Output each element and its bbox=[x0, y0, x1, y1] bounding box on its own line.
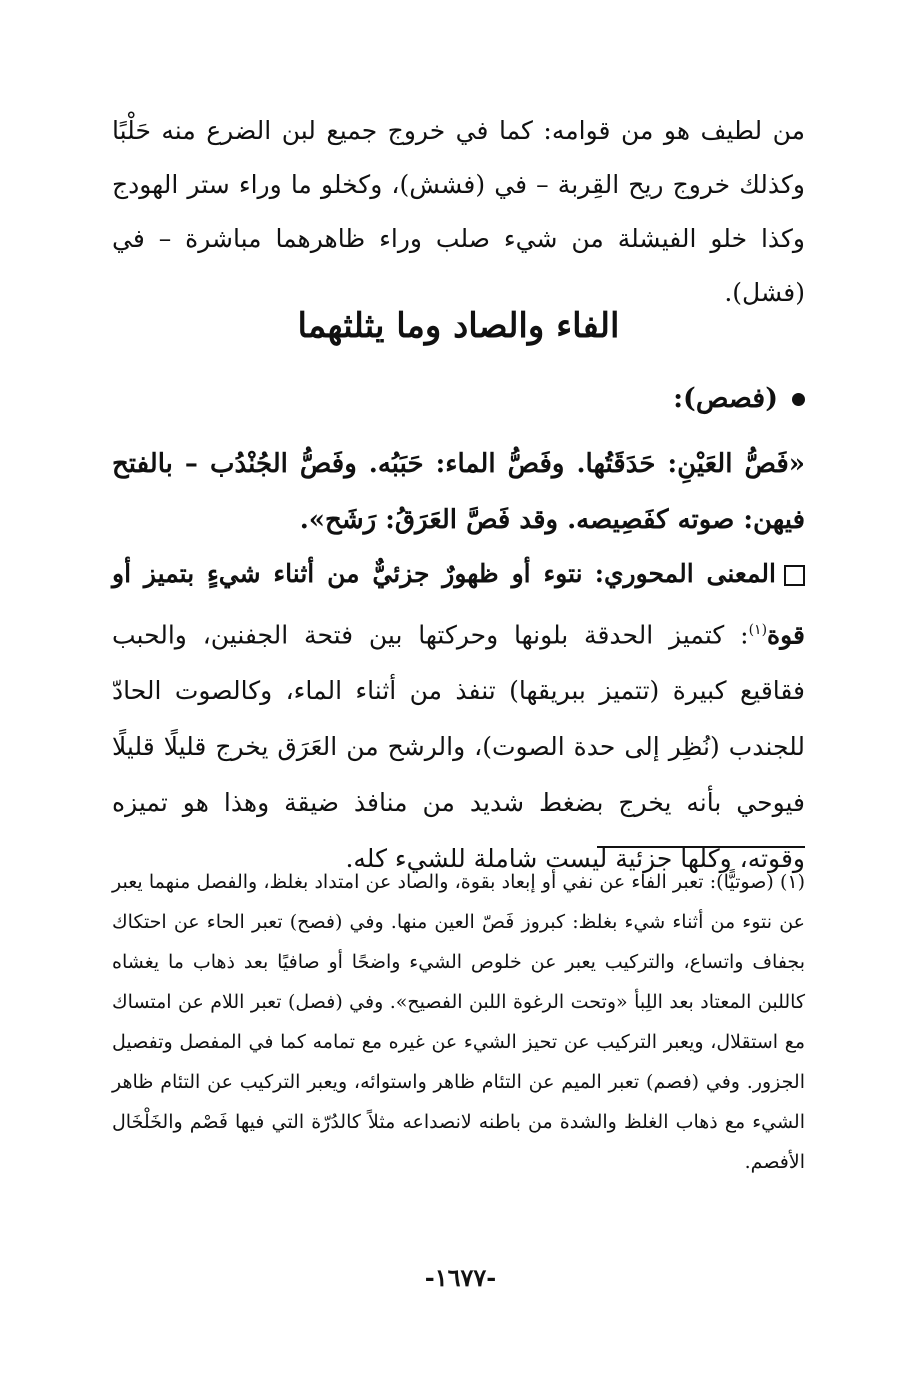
footnote-divider bbox=[597, 846, 805, 848]
intro-paragraph: من لطيف هو من قوامه: كما في خروج جميع لبن الضرع منه حَلْبًا وكذلك خروج ريح القِربة – في (فشش)، وكخلو ما وراء ستر الهودج وكذا خلو الفيشلة من شيء صلب وراء ظاهرهما مباشرة – في (فشل). bbox=[112, 116, 805, 307]
meaning-body: كتميز الحدقة بلونها وحركتها بين فتحة الجفنين، والحبب فقاقيع كبيرة (تتميز ببريقها) تنفذ من أثناء الماء، وكالصوت الحادّ للجندب (نُظِر إلى حدة الصوت)، والرشح من العَرَق يخرج قليلًا قليلًا فيوحي بأنه يخرج بضغط شديد من منافذ ضيقة وهذا هو تميزه وقوته، وكلها جزئية ليست شاملة للشيء كله. bbox=[112, 620, 805, 874]
dictionary-quote: «فَصُّ العَيْنِ: حَدَقَتُها. وفَصُّ الماء: حَبَبُه. وفَصُّ الجُنْدُب – بالفتح فيهن: صوته كفَصِيصه. وقد فَصَّ العَرَقُ: رَشَح». bbox=[112, 449, 805, 535]
core-meaning-paragraph bbox=[112, 546, 805, 887]
bullet-icon bbox=[792, 393, 805, 406]
footnote bbox=[112, 862, 805, 1182]
section-heading: الفاء والصاد وما يثلثهما bbox=[297, 306, 620, 346]
root-label-text: (فصص): bbox=[673, 383, 778, 414]
footnote-reference: (١) bbox=[748, 622, 768, 638]
page-number: -١٦٧٧- bbox=[424, 1263, 497, 1292]
footnote-text: (صوتيًّا): تعبر الفاء عن نفي أو إبعاد بقوة، والصاد عن امتداد بغلظ، والفصل منهما يعبر عن نتوء من أثناء شيء بغلظ: كبروز فَصّ العين منها. وفي (فصح) تعبر الحاء عن احتكاك بجفاف واتساع، والتركيب يعبر عن خلوص الشيء واضحًا أو صافيًا بعد ذهاب ما يغشاه كاللبن المعتاد بعد اللِبأ «وتحت الرغوة اللبن الفصيح». وفي (فصل) تعبر اللام عن امتساك مع استقلال، ويعبر التركيب عن تحيز الشيء عن غيره مع تمامه كما في المفصل وتفصيل الجزور. وفي (فصم) تعبر الميم عن التئام ظاهر واستوائه، ويعبر التركيب عن التئام ظاهر الشيء مع ذهاب الغلظ والشدة من باطنه لانصداعه مثلاً كالدُرّة التي فيها فَصْم والخَلْخَال الأفصم. bbox=[112, 871, 805, 1173]
meaning-text: نتوء أو ظهورٌ جزئيٌّ من أثناء شيءٍ بتميز أو قوة bbox=[112, 559, 805, 650]
entry-root-label bbox=[673, 374, 805, 424]
meaning-label: المعنى المحوري: bbox=[594, 559, 776, 588]
footnote-marker: (١) bbox=[779, 871, 805, 893]
meaning-colon: : bbox=[740, 620, 749, 650]
square-box-icon bbox=[784, 565, 805, 586]
